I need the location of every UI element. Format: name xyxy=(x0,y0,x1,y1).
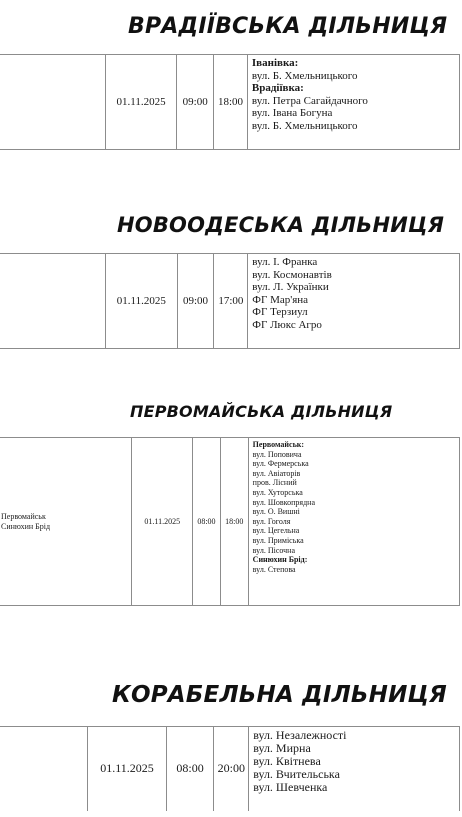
address-list-cell xyxy=(248,438,459,606)
street-name: вул. Пісочна xyxy=(252,545,296,555)
end-time-cell: 20:00 xyxy=(214,727,249,811)
end-time-cell: 18:00 xyxy=(220,438,248,606)
outage-table-novoodesa xyxy=(0,253,460,349)
street-name: вул. Шевченка xyxy=(253,780,328,794)
end-time-cell: 18:00 xyxy=(214,55,248,150)
street-name: пров. Лісний xyxy=(252,478,297,488)
address-list-cell xyxy=(248,254,460,349)
locality-header: Врадіївка: xyxy=(251,82,304,94)
locality-cell xyxy=(0,55,105,150)
street-name: вул. Цегельна xyxy=(252,526,300,536)
street-name: вул. Б. Хмельницького xyxy=(251,69,358,82)
street-name: вул. Хуторська xyxy=(252,487,303,497)
street-name: вул. Шовкопрядна xyxy=(252,497,316,507)
start-time-cell: 08:00 xyxy=(166,727,214,811)
locality-cell xyxy=(0,727,88,811)
section-title-pervomaisk: ПЕРВОМАЙСЬКА ДІЛЬНИЦЯ xyxy=(130,402,393,421)
table-row xyxy=(0,438,460,606)
address-list-cell xyxy=(247,55,459,150)
street-name: вул. О. Вишні xyxy=(252,507,300,517)
street-name: вул. І. Франка xyxy=(252,256,318,268)
outage-table-vradiivka xyxy=(0,54,460,150)
street-name: вул. Фермерська xyxy=(252,459,309,469)
street-name: вул. Вчительська xyxy=(253,767,340,781)
date-cell: 01.11.2025 xyxy=(132,438,193,606)
locality-header: Іванівка: xyxy=(251,57,299,69)
street-name: вул. Незалежності xyxy=(253,728,347,742)
date-cell: 01.11.2025 xyxy=(106,254,178,349)
street-name: вул. Квітнева xyxy=(253,754,321,768)
start-time-cell: 09:00 xyxy=(177,254,214,349)
start-time-cell: 08:00 xyxy=(193,438,221,606)
locality-header: Синюхин Брід: xyxy=(252,555,308,565)
street-name: ФГ Люкс Агро xyxy=(252,318,322,331)
locality-cell xyxy=(0,254,106,349)
address-list-cell xyxy=(249,727,460,811)
locality-name: Синюхин Брід xyxy=(1,521,51,531)
outage-table-pervomaisk xyxy=(0,437,460,606)
street-name: ФГ Терзиул xyxy=(252,306,308,318)
end-time-cell: 17:00 xyxy=(214,254,248,349)
date-cell: 01.11.2025 xyxy=(88,727,167,811)
street-name: вул. Космонавтів xyxy=(252,268,332,281)
section-title-novoodesa: НОВООДЕСЬКА ДІЛЬНИЦЯ xyxy=(117,213,445,237)
locality-header: Первомайськ: xyxy=(252,440,305,449)
street-name: вул. Поповича xyxy=(252,449,302,459)
street-name: вул. Л. Українки xyxy=(252,281,329,293)
start-time-cell: 09:00 xyxy=(177,55,214,150)
street-name: вул. Петра Сагайдачного xyxy=(251,94,368,107)
street-name: вул. Івана Богуна xyxy=(251,107,333,119)
street-name: вул. Степова xyxy=(252,564,296,574)
outage-table-korabelna xyxy=(0,726,460,811)
street-name: вул. Авіаторів xyxy=(252,468,301,478)
table-row xyxy=(0,55,460,150)
section-title-korabelna: КОРАБЕЛЬНА ДІЛЬНИЦЯ xyxy=(112,682,447,708)
street-name: вул. Приміська xyxy=(252,535,304,545)
street-name: вул. Мирна xyxy=(253,741,311,755)
street-name: вул. Гоголя xyxy=(252,516,291,526)
table-row xyxy=(0,254,460,349)
table-row xyxy=(0,727,460,811)
section-title-vradiivka: ВРАДІЇВСЬКА ДІЛЬНИЦЯ xyxy=(128,14,448,39)
locality-cell xyxy=(0,438,132,606)
street-name: ФГ Мар'яна xyxy=(252,293,309,306)
street-name: вул. Б. Хмельницького xyxy=(251,119,358,132)
date-cell: 01.11.2025 xyxy=(105,55,177,150)
locality-name: Первомайськ xyxy=(1,511,46,521)
